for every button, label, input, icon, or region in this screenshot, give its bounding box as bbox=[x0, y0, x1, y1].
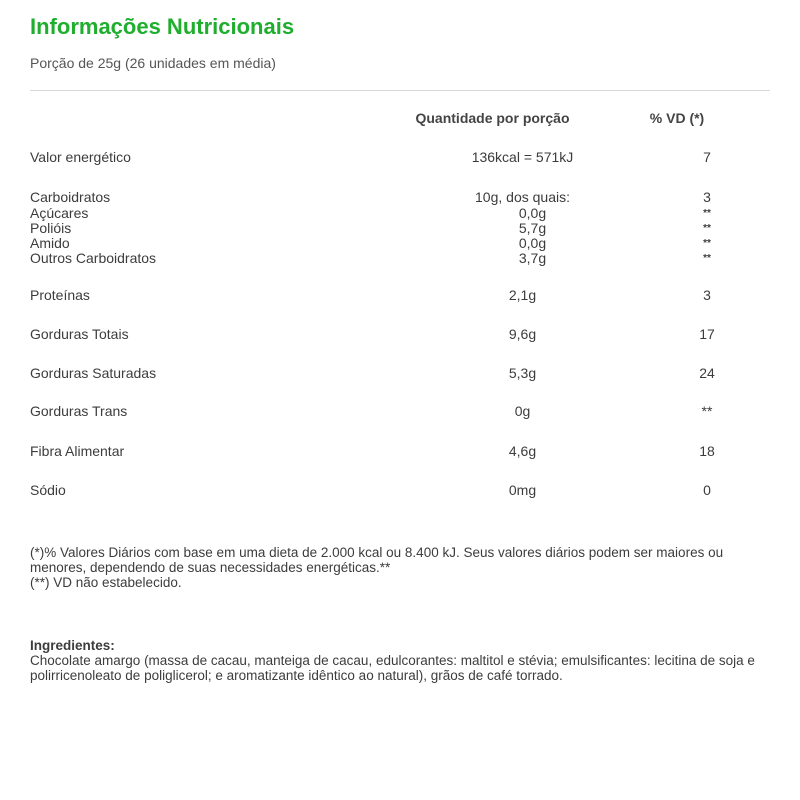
nutrient-name: Proteínas bbox=[30, 287, 90, 303]
ingredients-section bbox=[30, 638, 770, 683]
nutrient-name: Açúcares bbox=[30, 205, 89, 221]
nutrient-quantity: 10g, dos quais: bbox=[475, 189, 570, 205]
table-row bbox=[30, 188, 770, 206]
nutrient-quantity: 4,6g bbox=[508, 443, 537, 459]
nutrient-name: Amido bbox=[30, 235, 70, 251]
table-row bbox=[30, 251, 770, 266]
nutrient-quantity: 2,1g bbox=[508, 287, 537, 303]
footnote-not-established: (**) VD não estabelecido. bbox=[30, 575, 182, 590]
nutrient-dv: ** bbox=[703, 223, 711, 234]
portion-text: Porção de 25g (26 unidades em média) bbox=[30, 55, 276, 71]
nutrient-dv: 0 bbox=[703, 482, 711, 498]
nutrient-name: Sódio bbox=[30, 482, 66, 498]
nutrient-name: Outros Carboidratos bbox=[30, 250, 157, 266]
table-row bbox=[30, 221, 770, 236]
nutrient-dv: ** bbox=[701, 403, 713, 419]
nutrient-dv: 7 bbox=[703, 149, 711, 165]
nutrient-dv: 3 bbox=[703, 189, 711, 205]
divider bbox=[30, 90, 770, 91]
nutrient-quantity: 136kcal = 571kJ bbox=[471, 149, 574, 165]
nutrient-dv: 18 bbox=[699, 443, 715, 459]
daily-value-footnote bbox=[30, 545, 760, 590]
nutrient-name: Carboidratos bbox=[30, 189, 111, 205]
nutrient-dv: 17 bbox=[699, 326, 715, 342]
nutrient-quantity: 5,7g bbox=[518, 220, 547, 236]
page-title: Informações Nutricionais bbox=[30, 14, 295, 39]
nutrient-name: Gorduras Trans bbox=[30, 403, 128, 419]
nutrient-dv: ** bbox=[703, 208, 711, 219]
nutrient-name: Valor energético bbox=[30, 149, 131, 165]
nutrient-quantity: 0g bbox=[514, 403, 531, 419]
nutrient-dv: ** bbox=[703, 253, 711, 264]
ingredients-text: Chocolate amargo (massa de cacau, manteiga de cacau, edulcorantes: maltitol e stévia; emulsificantes: lecitina de soja e polirricenoleato de poliglicerol; e aromatizante idêntico ao natural), grãos de café torrado. bbox=[30, 653, 755, 683]
nutrient-quantity: 0,0g bbox=[518, 205, 547, 221]
nutrient-quantity: 9,6g bbox=[508, 326, 537, 342]
carbohydrates-group bbox=[30, 188, 770, 266]
ingredients-title: Ingredientes: bbox=[30, 638, 115, 653]
nutrient-dv: 3 bbox=[703, 287, 711, 303]
nutrient-dv: ** bbox=[703, 238, 711, 249]
table-row bbox=[30, 206, 770, 221]
column-header-dv: % VD (*) bbox=[649, 110, 705, 126]
footnote-dv-basis: (*)% Valores Diários com base em uma dieta de 2.000 kcal ou 8.400 kJ. Seus valores diários podem ser maiores ou menores, dependendo de suas necessidades energéticas.** bbox=[30, 545, 724, 575]
nutrient-quantity: 0mg bbox=[508, 482, 537, 498]
nutrient-name: Gorduras Saturadas bbox=[30, 365, 157, 381]
column-header-quantity: Quantidade por porção bbox=[415, 110, 570, 126]
nutrient-dv: 24 bbox=[699, 365, 715, 381]
table-row bbox=[30, 236, 770, 251]
nutrient-quantity: 5,3g bbox=[508, 365, 537, 381]
nutrient-quantity: 0,0g bbox=[518, 235, 547, 251]
nutrient-quantity: 3,7g bbox=[518, 250, 547, 266]
nutrient-name: Gorduras Totais bbox=[30, 326, 129, 342]
nutrient-name: Polióis bbox=[30, 220, 72, 236]
nutrient-name: Fibra Alimentar bbox=[30, 443, 125, 459]
